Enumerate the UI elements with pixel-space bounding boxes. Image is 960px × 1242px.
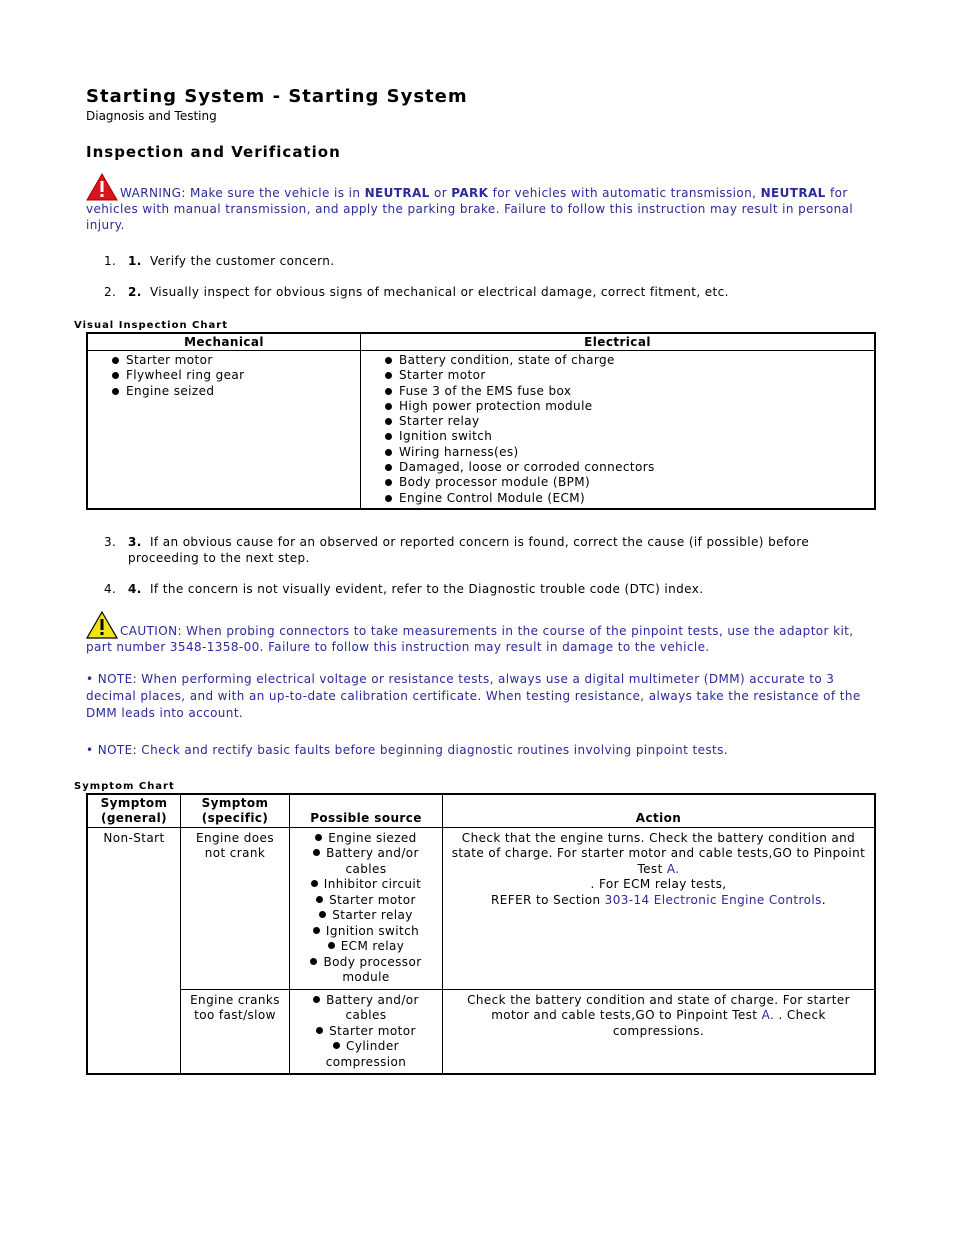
section-title: Inspection and Verification xyxy=(86,143,341,161)
list-item: Body processor module xyxy=(293,955,439,986)
step-1: 1. 1. Verify the customer concern. xyxy=(104,254,335,268)
table-row xyxy=(87,989,875,1074)
list-item: Battery and/or cables xyxy=(293,846,439,877)
list-item: Battery condition, state of charge xyxy=(385,353,870,368)
pinpoint-test-a-link[interactable]: A. xyxy=(761,1008,775,1023)
caution-message: CAUTION: When probing connectors to take measurements in the course of the pinpoint tests, use the adaptor kit, part number 3548-1358-00. Failure to follow this instruction may result in damage to the vehicle. xyxy=(86,611,876,655)
symptom-specific-cell: Engine cranks too fast/slow xyxy=(181,989,290,1074)
list-item: Cylinder compression xyxy=(325,1039,407,1069)
visual-chart-caption: Visual Inspection Chart xyxy=(74,320,228,331)
list-item: Starter motor xyxy=(385,368,870,383)
list-item: Engine seized xyxy=(112,384,356,399)
warning-message: WARNING: Make sure the vehicle is in NEUTRAL or PARK for vehicles with automatic transmission, NEUTRAL for vehicles with manual transmission, and apply the parking brake. Failure to follow this instruction may result in personal injury. xyxy=(86,173,876,233)
list-item: Wiring harness(es) xyxy=(385,445,870,460)
list-item: Battery and/or cables xyxy=(293,993,439,1024)
possible-source-cell xyxy=(290,827,443,989)
list-item: Engine Control Module (ECM) xyxy=(385,491,870,506)
symptom-table xyxy=(86,793,876,1076)
list-item: Starter motor xyxy=(293,1024,439,1040)
col-symptom-general: Symptom (general) xyxy=(87,794,181,828)
pinpoint-test-a-link[interactable]: A. xyxy=(666,861,680,876)
list-item: Inhibitor circuit xyxy=(293,877,439,893)
list-item: High power protection module xyxy=(385,399,870,414)
list-item: Starter motor xyxy=(112,353,356,368)
document-page xyxy=(74,86,876,1075)
col-action: Action xyxy=(443,794,876,828)
step-2: 2. 2. Visually inspect for obvious signs of mechanical or electrical damage, correct fitment, etc. xyxy=(104,285,729,299)
col-mechanical: Mechanical xyxy=(87,333,361,351)
electrical-list xyxy=(365,353,870,506)
electrical-cell xyxy=(361,351,876,509)
page-subtitle: Diagnosis and Testing xyxy=(86,109,217,123)
mechanical-list xyxy=(92,353,356,399)
section-303-14-link[interactable]: 303-14 Electronic Engine Controls xyxy=(604,892,822,907)
action-cell: Check the battery condition and state of charge. For starter motor and cable tests,GO to Pinpoint Test A. . Check compressions. xyxy=(443,989,876,1074)
possible-source-cell xyxy=(290,989,443,1074)
list-item: Starter motor xyxy=(293,893,439,909)
symptom-specific-cell: Engine does not crank xyxy=(181,827,290,989)
table-row xyxy=(87,827,875,989)
list-item: Starter relay xyxy=(385,414,870,429)
list-item: ECM relay xyxy=(293,939,439,955)
caution-icon xyxy=(86,611,118,639)
list-item: Fuse 3 of the EMS fuse box xyxy=(385,384,870,399)
list-item: Ignition switch xyxy=(293,924,439,940)
mechanical-cell xyxy=(87,351,361,509)
step-4: 4. 4. If the concern is not visually evident, refer to the Diagnostic trouble code (DTC) index. xyxy=(104,581,704,596)
symptom-general-cell: Non-Start xyxy=(87,827,181,1074)
warning-icon xyxy=(86,173,118,201)
list-item: Flywheel ring gear xyxy=(112,368,356,383)
list-item: Damaged, loose or corroded connectors xyxy=(385,460,870,475)
action-cell: Check that the engine turns. Check the battery condition and state of charge. For starter motor and cable tests,GO to Pinpoint Test A. . For ECM relay tests, REFER to Section 303-14 Electronic Engine Controls. xyxy=(443,827,876,989)
step-3: 3. 3. If an obvious cause for an observed or reported concern is found, correct the cause (if possible) before proceeding to the next step. xyxy=(104,534,810,565)
list-item: Body processor module (BPM) xyxy=(385,475,870,490)
col-possible-source: Possible source xyxy=(290,794,443,828)
visual-inspection-table xyxy=(86,332,876,510)
list-item: Engine siezed xyxy=(293,831,439,847)
col-symptom-specific: Symptom (specific) xyxy=(181,794,290,828)
symptom-chart-caption: Symptom Chart xyxy=(74,780,175,792)
page-title: Starting System - Starting System xyxy=(86,86,468,107)
note-dmm: • NOTE: When performing electrical voltage or resistance tests, always use a digital multimeter (DMM) accurate to 3 decimal places, and with an up-to-date calibration certificate. When testing resistance, always take the resistance of the DMM leads into account. xyxy=(86,671,861,720)
note-basic-faults: • NOTE: Check and rectify basic faults before beginning diagnostic routines involving pinpoint tests. xyxy=(86,742,729,757)
list-item: Ignition switch xyxy=(385,429,870,444)
col-electrical: Electrical xyxy=(361,333,876,351)
list-item: Starter relay xyxy=(293,908,439,924)
